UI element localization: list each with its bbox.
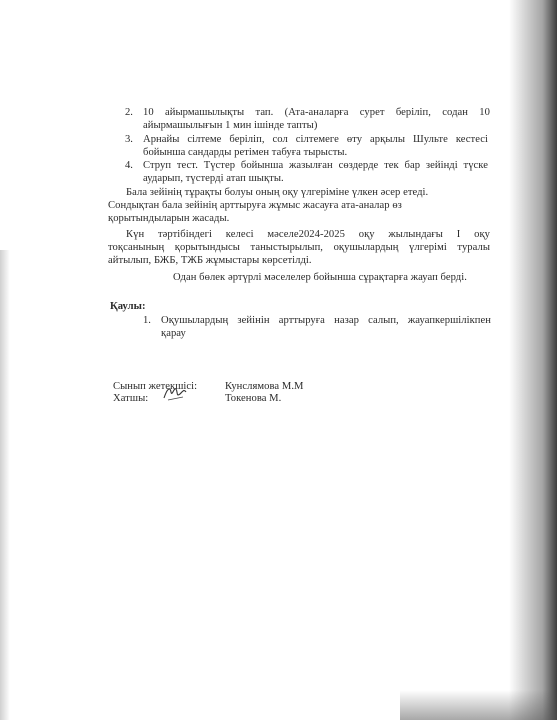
teacher-label: Сынып жетекшісі: bbox=[113, 381, 198, 392]
list-number: 2. bbox=[125, 107, 133, 118]
scan-shadow-bottom bbox=[400, 690, 557, 720]
list-item-line: аударып, түстерді атап шықты. bbox=[143, 173, 284, 184]
secretary-name: Токенова М. bbox=[225, 393, 282, 404]
list-item-line: бойынша сандарды ретімен табуға тырысты. bbox=[143, 147, 348, 158]
paragraph-line: тоқсанының қорытындысы таныстырылып, оқушылардың үлгерімі туралы bbox=[108, 242, 490, 253]
handwritten-signature-icon bbox=[161, 383, 189, 403]
paragraph-line: айтылып, БЖБ, ТЖБ жұмыстары көрсетілді. bbox=[108, 255, 312, 266]
resolution-line: қарау bbox=[161, 328, 186, 339]
secretary-label: Хатшы: bbox=[113, 393, 149, 404]
scan-shadow-right bbox=[509, 0, 557, 720]
paragraph-line: Одан бөлек әртүрлі мәселелер бойынша сұрақтарға жауап берді. bbox=[173, 272, 467, 283]
list-item-line: Арнайы сілтеме беріліп, сол сілтемеге өту арқылы Шульте кестесі bbox=[143, 134, 488, 145]
teacher-name: Кунслямова М.М bbox=[225, 381, 304, 392]
resolution-heading: Қаулы: bbox=[110, 301, 146, 312]
scan-shadow-left bbox=[0, 250, 10, 720]
list-number: 3. bbox=[125, 134, 133, 145]
list-number: 4. bbox=[125, 160, 133, 171]
paragraph-line: Сондықтан бала зейінің арттыруға жұмыс жасауға ата-аналар өз bbox=[108, 200, 402, 211]
list-item-line: Струп тест. Түстер бойынша жазылған сөздерде тек бар зейінді түске bbox=[143, 160, 488, 171]
resolution-number: 1. bbox=[143, 315, 151, 326]
list-item-line: 10 айырмашылықты тап. (Ата-аналарға сурет беріліп, содан 10 bbox=[143, 107, 490, 118]
paragraph-line: Бала зейінің тұрақты болуы оның оқу үлгеріміне үлкен әсер етеді. bbox=[126, 187, 429, 198]
paragraph-line: Күн тәртібіндегі келесі мәселе2024-2025 оқу жылындағы І оқу bbox=[126, 229, 490, 240]
resolution-line: Оқушылардың зейінін арттыруға назар салып, жауапкершілікпен bbox=[161, 315, 491, 326]
list-item-line: айырмашылығын 1 мин ішінде тапты) bbox=[143, 120, 318, 131]
paragraph-line: қорытындыларын жасады. bbox=[108, 213, 230, 224]
